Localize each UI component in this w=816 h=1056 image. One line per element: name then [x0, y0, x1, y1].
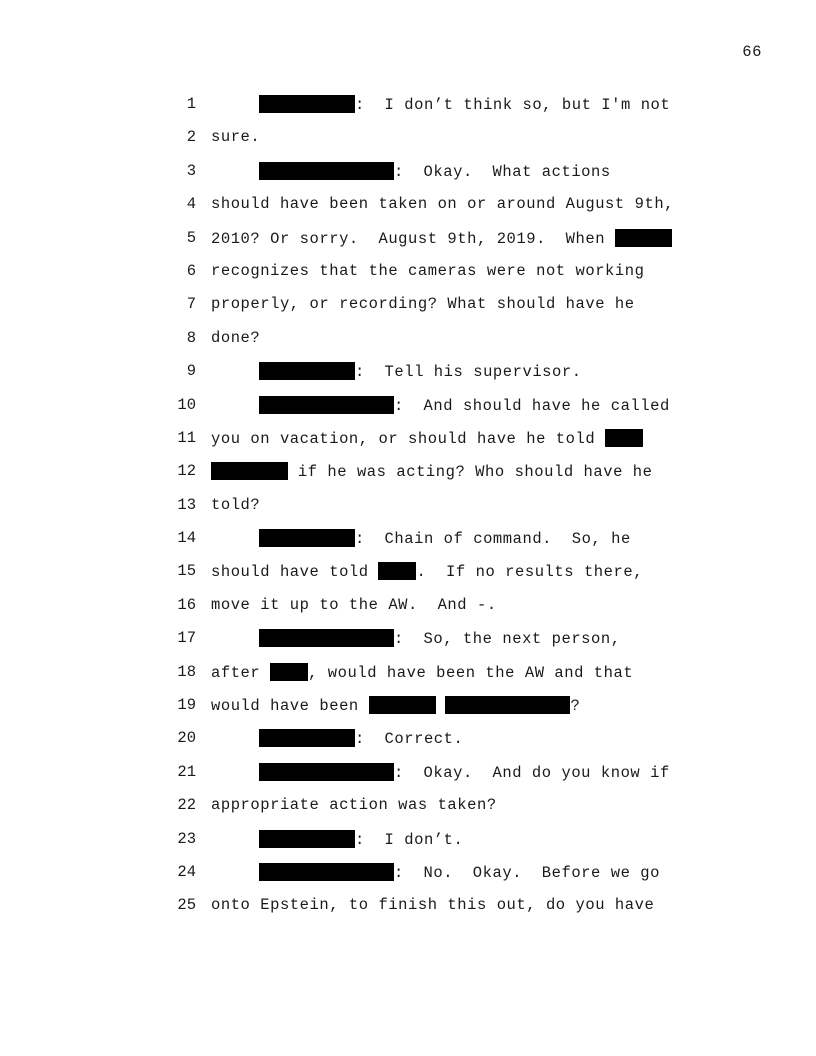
transcript-line: [0, 454, 816, 487]
line-text: onto Epstein, to finish this out, do you have: [211, 896, 655, 915]
line-number: 11: [177, 428, 196, 447]
transcript-line: [0, 888, 816, 921]
line-number: 14: [177, 529, 196, 548]
line-text: properly, or recording? What should have he: [211, 295, 635, 314]
line-number: 21: [177, 762, 196, 781]
line-text: would have been: [211, 697, 369, 716]
line-number: 17: [177, 629, 196, 648]
transcript-line: [0, 488, 816, 521]
transcript-line: [0, 855, 816, 888]
transcript-line: [0, 388, 816, 421]
redaction-box: [378, 562, 416, 580]
transcript-line: [0, 287, 816, 320]
line-number: 2: [186, 128, 196, 147]
transcript-line: [0, 621, 816, 654]
transcript-line: [0, 321, 816, 354]
redaction-box: [605, 429, 643, 447]
line-number: 25: [177, 896, 196, 915]
line-text: move it up to the AW. And -.: [211, 595, 497, 614]
line-text: ?: [570, 697, 581, 716]
line-number: 24: [177, 862, 196, 881]
line-text: you on vacation, or should have he told: [211, 429, 606, 448]
redaction-box: [259, 830, 355, 848]
transcript-line: [0, 354, 816, 387]
redaction-box: [259, 729, 355, 747]
transcript-line: [0, 421, 816, 454]
line-number: 9: [186, 362, 196, 381]
line-text: appropriate action was taken?: [211, 796, 497, 815]
line-text: : I don’t.: [355, 830, 464, 849]
line-number: 15: [177, 562, 196, 581]
line-text: : Okay. And do you know if: [394, 763, 670, 782]
line-number: 4: [186, 195, 196, 214]
redaction-box: [259, 529, 355, 547]
line-number: 13: [177, 495, 196, 514]
line-text: : Chain of command. So, he: [355, 530, 631, 549]
line-number: 8: [186, 328, 196, 347]
redaction-box: [259, 162, 394, 180]
transcript-line: [0, 554, 816, 587]
transcript-line: [0, 221, 816, 254]
transcript: [0, 87, 816, 922]
transcript-line: [0, 788, 816, 821]
redaction-box: [615, 229, 672, 247]
line-text: : So, the next person,: [394, 630, 621, 649]
line-text: : I don’t think so, but I'm not: [355, 96, 671, 114]
line-text: should have been taken on or around August 9th,: [211, 195, 675, 214]
line-number: 19: [177, 696, 196, 715]
line-number: 10: [177, 395, 196, 414]
transcript-line: [0, 521, 816, 554]
line-number: 6: [186, 261, 196, 280]
line-text: : Okay. What actions: [394, 162, 611, 181]
line-text: . If no results there,: [416, 563, 644, 582]
transcript-line: [0, 655, 816, 688]
line-text: : And should have he called: [394, 396, 670, 415]
line-text: : Correct.: [355, 730, 464, 749]
redaction-box: [270, 663, 308, 681]
redaction-box: [259, 396, 394, 414]
transcript-line: [0, 688, 816, 721]
line-number: 16: [177, 595, 196, 614]
line-number: 1: [186, 95, 196, 113]
line-text: told?: [211, 495, 261, 514]
line-number: 7: [186, 295, 196, 314]
line-text: , would have been the AW and that: [308, 663, 634, 682]
transcript-line: [0, 721, 816, 754]
line-number: 20: [177, 729, 196, 748]
line-text: if he was acting? Who should have he: [288, 463, 653, 482]
line-text: [436, 697, 446, 715]
line-number: 12: [177, 462, 196, 481]
line-text: : No. Okay. Before we go: [394, 863, 660, 882]
line-text: done?: [211, 328, 261, 347]
redaction-box: [369, 696, 436, 714]
line-text: after: [211, 663, 271, 682]
line-number: 18: [177, 662, 196, 681]
line-text: sure.: [211, 128, 261, 147]
redaction-box: [259, 629, 394, 647]
transcript-line: [0, 154, 816, 187]
line-number: 5: [186, 228, 196, 247]
line-number: 3: [186, 161, 196, 180]
transcript-line: [0, 822, 816, 855]
line-text: : Tell his supervisor.: [355, 363, 582, 382]
line-number: 22: [177, 796, 196, 815]
transcript-line: [0, 120, 816, 153]
line-text: recognizes that the cameras were not working: [211, 261, 645, 280]
redaction-box: [211, 462, 288, 480]
transcript-line: [0, 755, 816, 788]
transcript-line: [0, 187, 816, 220]
line-number: 23: [177, 829, 196, 848]
page-number: 66: [742, 43, 762, 61]
redaction-box: [259, 863, 394, 881]
transcript-line: [0, 588, 816, 621]
transcript-line: [0, 87, 816, 120]
redaction-box: [445, 696, 570, 714]
redaction-box: [259, 763, 394, 781]
transcript-line: [0, 254, 816, 287]
redaction-box: [259, 95, 355, 113]
line-text: 2010? Or sorry. August 9th, 2019. When: [211, 229, 615, 248]
line-text: should have told: [211, 563, 379, 582]
redaction-box: [259, 362, 355, 380]
